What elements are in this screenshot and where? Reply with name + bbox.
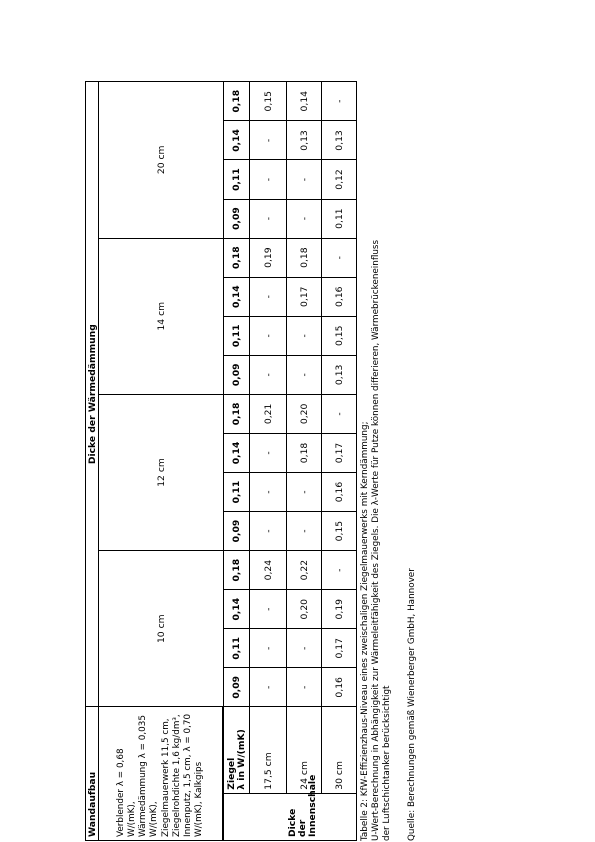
u-value-cell: - [287, 668, 322, 707]
lambda-header-cell: 0,18 [224, 551, 250, 590]
lambda-header-cell: 0,11 [224, 160, 250, 199]
u-value-cell: 0,16 [322, 668, 357, 707]
u-value-cell: 0,20 [287, 394, 322, 433]
u-value-cell: 0,13 [287, 121, 322, 160]
u-value-cell: 0,17 [322, 629, 357, 668]
lambda-header-cell: 0,18 [224, 394, 250, 433]
u-value-cell: - [287, 512, 322, 551]
u-value-cell: 0,15 [322, 316, 357, 355]
u-value-cell: 0,11 [322, 199, 357, 238]
row-label: 24 cm [287, 707, 322, 793]
u-value-cell: - [287, 160, 322, 199]
caption-line: der Luftschichtanker berücksichtigt [382, 685, 392, 841]
u-value-cell: - [250, 590, 287, 629]
header-wandaufbau: Wandaufbau [86, 707, 99, 841]
u-value-cell: - [287, 316, 322, 355]
u-value-cell: 0,18 [287, 238, 322, 277]
u-value-cell: 0,15 [322, 512, 357, 551]
wandaufbau-line: Verblender λ = 0,68 W/(mK), [115, 748, 137, 837]
u-value-cell: 0,12 [322, 160, 357, 199]
u-value-cell: 0,22 [287, 551, 322, 590]
row-label: 30 cm [322, 707, 357, 793]
lambda-header-cell: 0,18 [224, 238, 250, 277]
u-value-cell: - [287, 199, 322, 238]
lambda-header-cell: 0,09 [224, 668, 250, 707]
wandaufbau-line: Wärmedämmung λ = 0,035 [138, 715, 149, 837]
u-value-cell: - [322, 394, 357, 433]
caption-line: Tabelle 2: KfW-Effizienzhaus-Niveau eines zweischaligen Ziegelmauerwerks mit Kerndämmung; [360, 421, 370, 841]
u-value-cell: 0,21 [250, 394, 287, 433]
lambda-row [224, 82, 250, 841]
u-value-cell: - [287, 355, 322, 394]
u-value-cell: - [250, 629, 287, 668]
u-value-cell: 0,14 [287, 82, 322, 121]
u-value-cell: - [287, 629, 322, 668]
thickness-12cm: 12 cm [99, 394, 224, 550]
u-value-cell: - [250, 512, 287, 551]
u-value-cell: - [250, 433, 287, 472]
lambda-header-cell: 0,18 [224, 82, 250, 121]
u-value-cell: - [250, 472, 287, 511]
caption-line: U-Wert-Berechnung in Abhängigkeit zur Wärmeleitfähigkeit des Ziegels. Die λ-Werte für Putze können differieren, Wärmebrückeneinfluss [371, 239, 381, 841]
u-value-cell: 0,18 [287, 433, 322, 472]
rotated-page-content [85, 21, 445, 841]
u-value-cell: - [250, 277, 287, 316]
u-value-cell: 0,20 [287, 590, 322, 629]
lambda-header-cell: 0,09 [224, 512, 250, 551]
wandaufbau-line: Innenputz, 1,5 cm, λ = 0,70 [182, 713, 193, 837]
u-value-cell: - [322, 551, 357, 590]
u-value-cell: - [250, 121, 287, 160]
u-value-cell: 0,13 [322, 355, 357, 394]
lambda-header-cell: 0,11 [224, 629, 250, 668]
u-value-cell: - [250, 160, 287, 199]
lambda-header-cell: 0,11 [224, 472, 250, 511]
u-value-cell: - [250, 355, 287, 394]
u-value-cell: - [322, 82, 357, 121]
empty-cell [224, 793, 250, 840]
ziegel-label: Ziegel [225, 757, 237, 790]
wandaufbau-line: Ziegelrohdichte 1,6 kg/dm³, [171, 714, 182, 837]
u-value-cell: 0,15 [250, 82, 287, 121]
thickness-20cm: 20 cm [99, 82, 224, 239]
u-value-cell: - [322, 238, 357, 277]
table-row [250, 82, 287, 841]
lambda-header-cell: 0,14 [224, 277, 250, 316]
u-value-cell: 0,24 [250, 551, 287, 590]
lambda-header-cell: 0,14 [224, 121, 250, 160]
u-value-cell: 0,19 [322, 590, 357, 629]
innenschale-label: Innenschale [306, 774, 318, 837]
ziegel-lambda-header [224, 707, 250, 793]
wandaufbau-line: W/(mK), Kalkgips [194, 761, 205, 837]
u-value-cell: - [250, 668, 287, 707]
lambda-header-cell: 0,11 [224, 316, 250, 355]
u-value-cell: 0,16 [322, 472, 357, 511]
u-value-cell: 0,19 [250, 238, 287, 277]
u-value-cell: 0,17 [287, 277, 322, 316]
table-caption [360, 81, 393, 841]
source-note: Quelle: Berechnungen gemäß Wienerberger GmbH, Hannover [407, 568, 417, 841]
lambda-header-cell: 0,14 [224, 433, 250, 472]
landscape-content [85, 21, 445, 841]
lambda-header-cell: 0,14 [224, 590, 250, 629]
thickness-10cm: 10 cm [99, 551, 224, 707]
u-value-cell: - [250, 199, 287, 238]
row-label: 17,5 cm [250, 707, 287, 793]
lambda-unit-label: λ in W/(mK) [235, 729, 247, 790]
wandaufbau-line: Ziegelmauerwerk 11,5 cm, [160, 718, 171, 837]
u-value-cell: - [250, 316, 287, 355]
u-value-table [85, 81, 357, 841]
table-row [287, 82, 322, 841]
lambda-header-cell: 0,09 [224, 199, 250, 238]
dicke-label: Dicke der [286, 808, 308, 837]
u-value-cell: - [287, 472, 322, 511]
u-value-cell: 0,16 [322, 277, 357, 316]
header-dicke-waermedaemmung: Dicke der Wärmedämmung [86, 82, 99, 707]
lambda-header-cell: 0,09 [224, 355, 250, 394]
u-value-cell: 0,17 [322, 433, 357, 472]
wandaufbau-line: W/(mK), [149, 801, 160, 837]
u-value-cell: 0,13 [322, 121, 357, 160]
wandaufbau-description [99, 707, 223, 841]
thickness-14cm: 14 cm [99, 238, 224, 394]
table-row [322, 82, 357, 841]
